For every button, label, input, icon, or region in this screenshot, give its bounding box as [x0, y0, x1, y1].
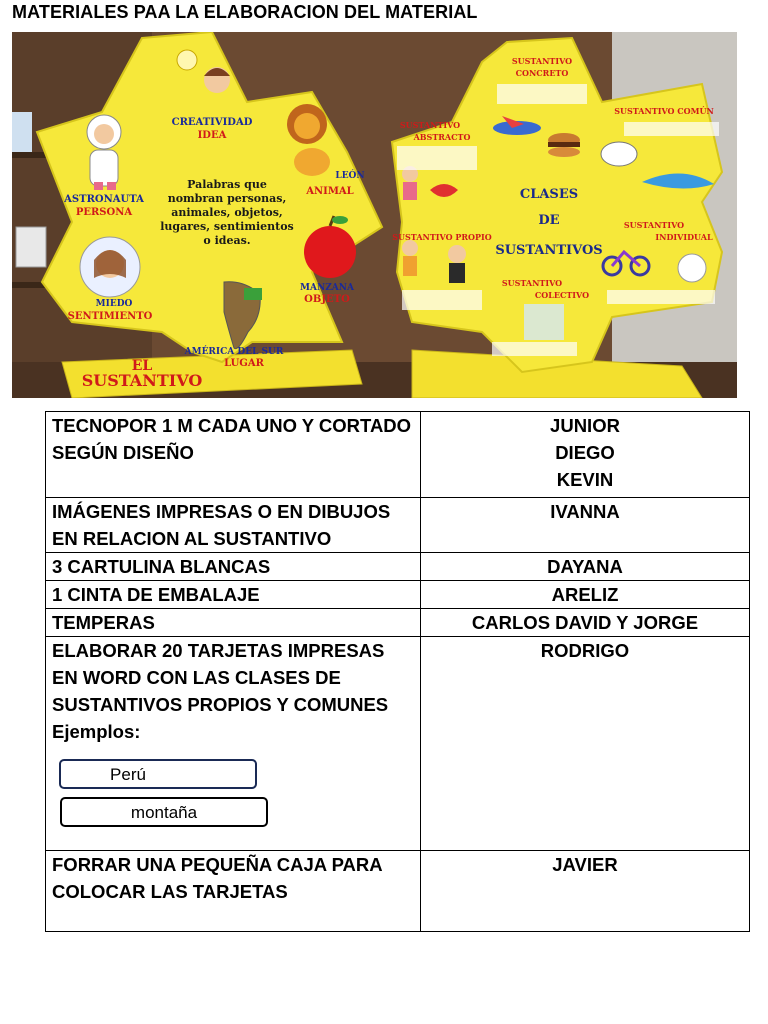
svg-text:SUSTANTIVOS: SUSTANTIVOS [495, 243, 603, 258]
label-colectivo-2: COLECTIVO [534, 290, 590, 300]
table-row [46, 637, 750, 851]
material-text: ELABORAR 20 TARJETAS IMPRESAS EN WORD CON LAS CLASES DE SUSTANTIVOS PROPIOS Y COMUNES [52, 640, 389, 715]
assignee-name: JUNIOR [550, 415, 620, 436]
project-photo [12, 32, 737, 398]
label-abstracto-2: ABSTRACTO [413, 132, 471, 142]
assignee-cell: ARELIZ [421, 581, 750, 609]
table-row [46, 553, 750, 581]
svg-text:Palabras que: Palabras que [187, 178, 267, 191]
label-comun: SUSTANTIVO COMÚN [614, 106, 714, 116]
svg-text:CLASES: CLASES [519, 187, 579, 202]
materials-table [45, 411, 750, 932]
label-animal: ANIMAL [306, 186, 354, 197]
label-propio: SUSTANTIVO PROPIO [392, 232, 492, 242]
label-astronauta: ASTRONAUTA [64, 194, 144, 205]
table-row [46, 609, 750, 637]
label-concreto-1: SUSTANTIVO [511, 56, 573, 66]
assignee-cell: RODRIGO [421, 637, 750, 851]
svg-text:EL: EL [131, 358, 153, 374]
label-individual-1: SUSTANTIVO [623, 220, 685, 230]
table-row [46, 498, 750, 553]
table-row [46, 581, 750, 609]
label-miedo: MIEDO [95, 299, 133, 309]
label-creatividad: CREATIVIDAD [171, 117, 253, 128]
label-america: AMÉRICA DEL SUR [184, 347, 284, 357]
svg-text:SUSTANTIVO: SUSTANTIVO [81, 371, 203, 390]
label-idea: IDEA [197, 130, 227, 141]
assignee-cell: JAVIER [421, 851, 750, 932]
assignee-name: DIEGO [555, 442, 615, 463]
svg-text:nombran personas,: nombran personas, [167, 192, 287, 205]
label-manzana: MANZANA [300, 283, 354, 293]
material-cell: TEMPERAS [46, 609, 421, 637]
examples-label: Ejemplos: [52, 721, 141, 742]
label-lugar: LUGAR [224, 358, 264, 369]
table-row [46, 851, 750, 932]
page-title: MATERIALES PAA LA ELABORACION DEL MATERIAL [12, 2, 478, 22]
material-cell: IMÁGENES IMPRESAS O EN DIBUJOS EN RELACION AL SUSTANTIVO [46, 498, 421, 553]
example-card: Perú [59, 759, 257, 789]
label-concreto-2: CONCRETO [515, 68, 569, 78]
assignee-cell: IVANNA [421, 498, 750, 553]
label-individual-2: INDIVIDUAL [655, 232, 713, 242]
table-row [46, 412, 750, 498]
assignee-cell: CARLOS DAVID Y JORGE [421, 609, 750, 637]
label-colectivo-1: SUSTANTIVO [501, 278, 563, 288]
material-cell: FORRAR UNA PEQUEÑA CAJA PARA COLOCAR LAS TARJETAS [46, 851, 421, 932]
assignee-name: KEVIN [556, 469, 614, 490]
assignee-cell: DAYANA [421, 553, 750, 581]
example-card: montaña [60, 797, 268, 827]
label-objeto: OBJETO [304, 294, 350, 305]
material-cell: TECNOPOR 1 M CADA UNO Y CORTADO SEGÚN DISEÑO [46, 412, 421, 498]
assignee-cell [421, 412, 750, 498]
svg-text:lugares, sentimientos: lugares, sentimientos [160, 220, 294, 233]
material-cell: 1 CINTA DE EMBALAJE [46, 581, 421, 609]
svg-text:DE: DE [538, 213, 560, 228]
material-cell [46, 637, 421, 851]
label-abstracto-1: SUSTANTIVO [399, 120, 461, 130]
svg-text:o ideas.: o ideas. [203, 234, 251, 247]
svg-text:animales, objetos,: animales, objetos, [171, 206, 283, 219]
label-leon: LEÓN [335, 171, 365, 181]
label-persona: PERSONA [75, 207, 133, 218]
label-sentimiento: SENTIMIENTO [67, 311, 153, 322]
material-cell: 3 CARTULINA BLANCAS [46, 553, 421, 581]
